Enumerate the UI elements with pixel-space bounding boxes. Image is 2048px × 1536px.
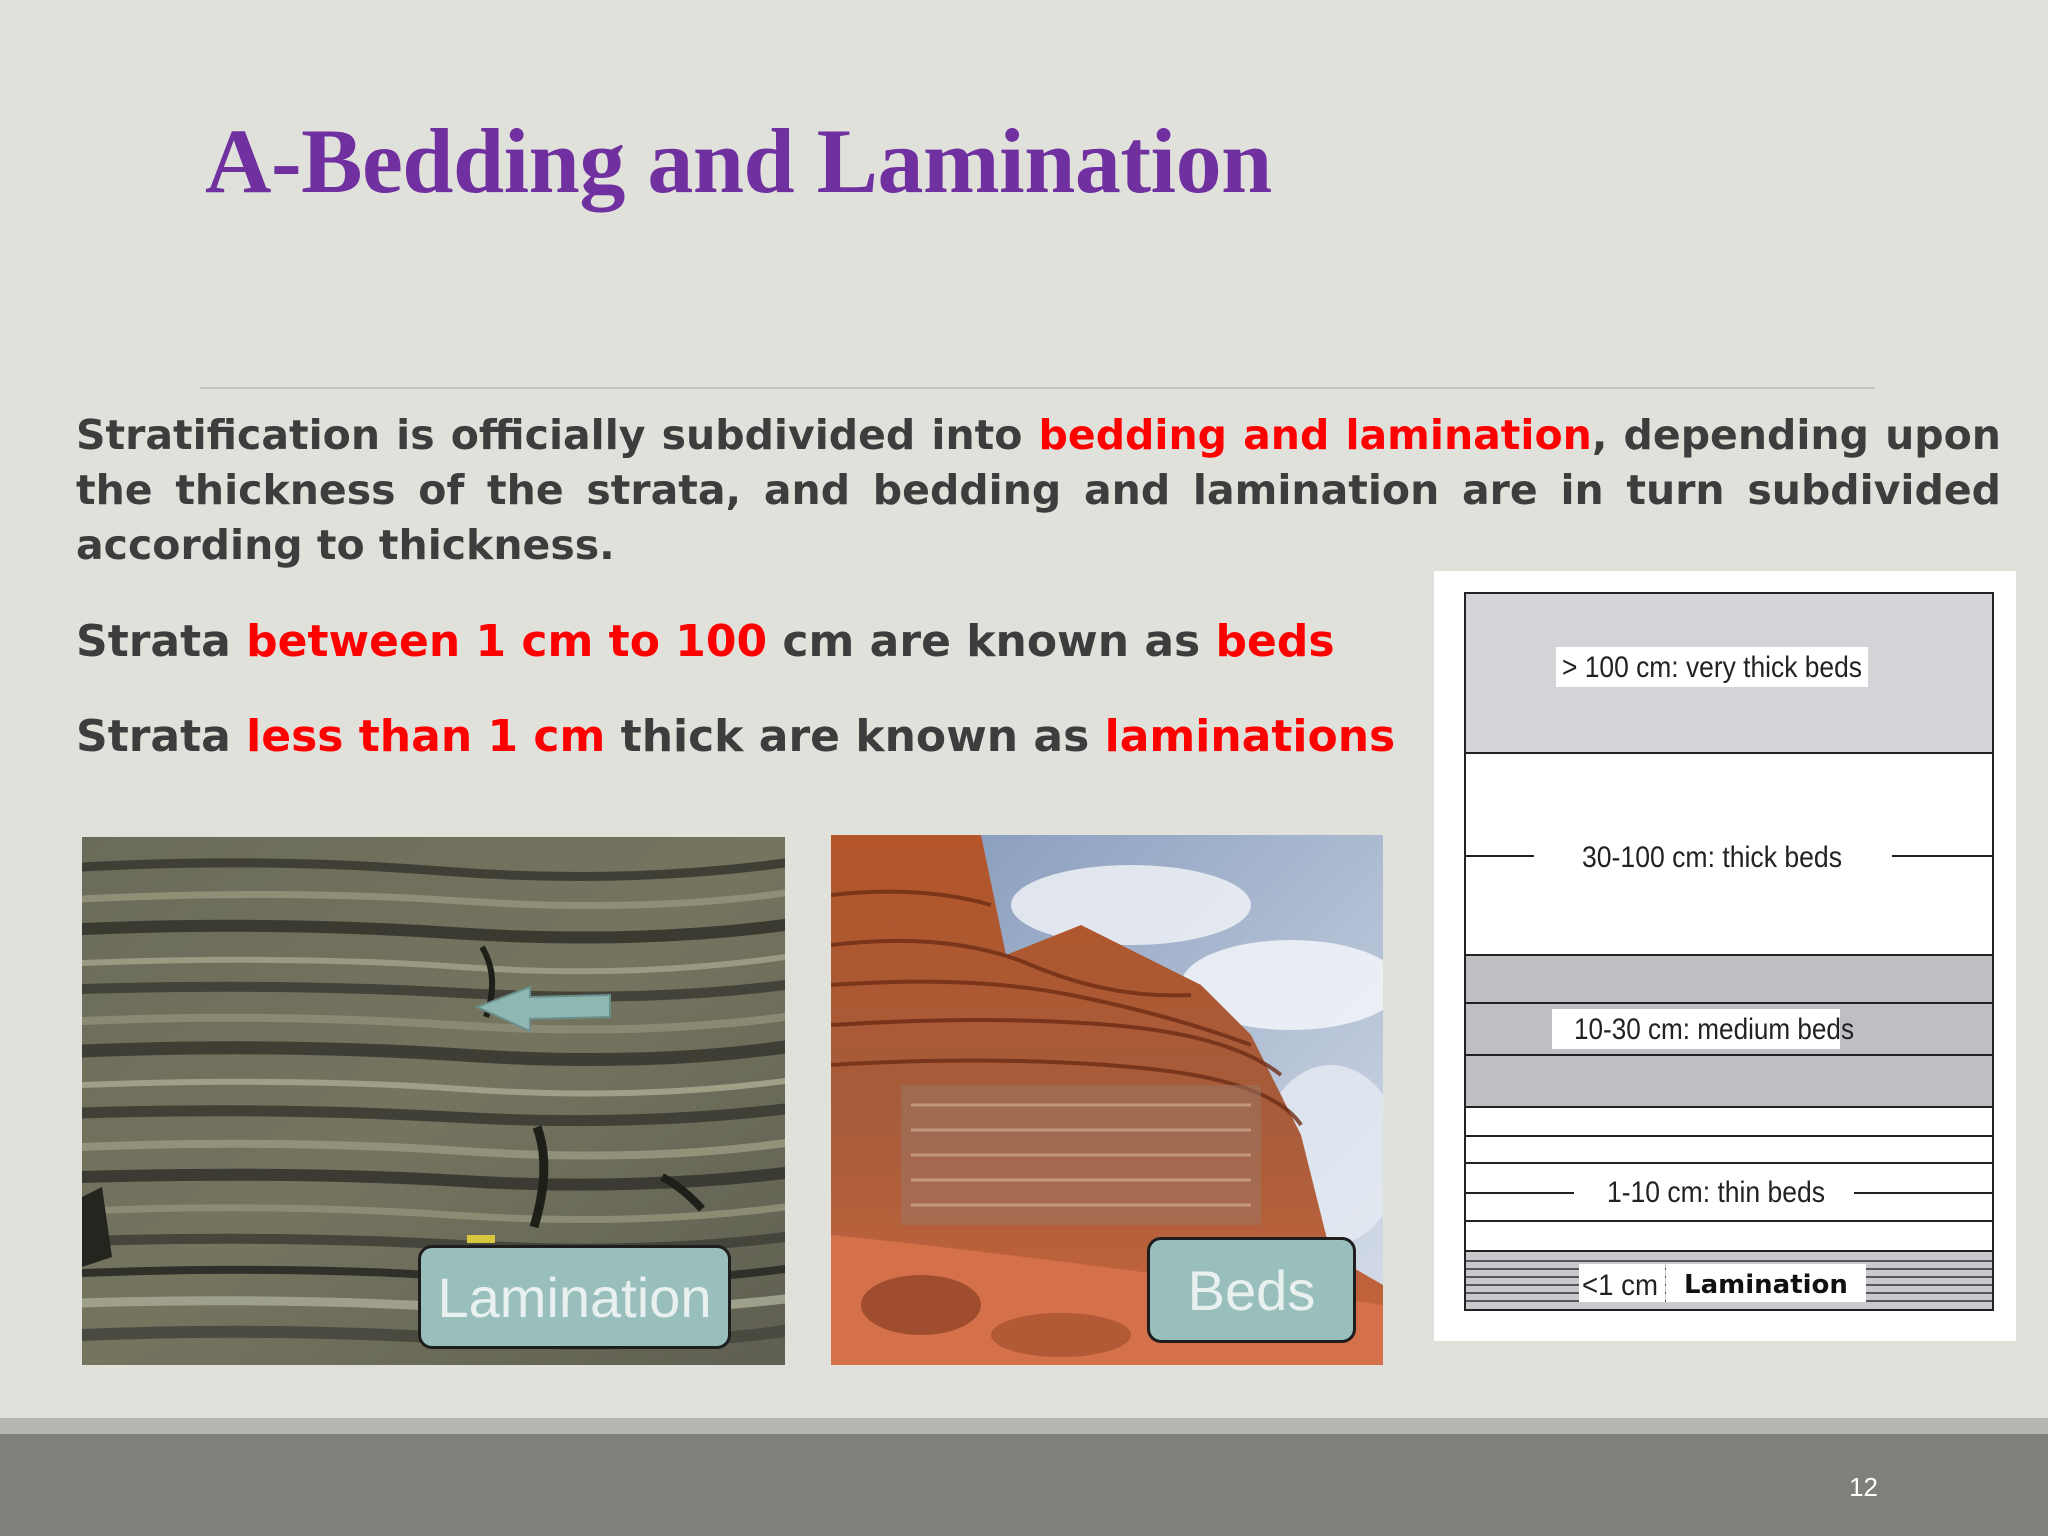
scale-very-thick: > 100 cm: very thick beds — [1562, 651, 1862, 684]
scale-lamination-size: <1 cm — [1582, 1269, 1658, 1302]
intro-text-2: , depending upon the thickness of the strata, and bedding and lamination are in turn subdivided according to thickness. — [76, 411, 2001, 569]
thickness-scale-panel — [1434, 571, 2016, 1341]
intro-paragraph — [76, 408, 2001, 573]
scale-thin: 1-10 cm: thin beds — [1607, 1176, 1825, 1209]
laminations-definition — [76, 711, 1395, 762]
title-divider — [200, 387, 1875, 389]
beds-term: beds — [1215, 616, 1335, 667]
slide-title: A-Bedding and Lamination — [205, 110, 1272, 212]
footer-bar — [0, 1434, 2048, 1536]
scale-lamination-label: Lamination — [1684, 1270, 1848, 1300]
laminations-term: laminations — [1104, 711, 1396, 762]
scale-medium: 10-30 cm: medium beds — [1574, 1013, 1854, 1046]
laminations-range: less than 1 cm — [246, 711, 606, 762]
bottom-stripe — [0, 1418, 2048, 1434]
beds-range: between 1 cm to 100 — [246, 616, 768, 667]
scale-thick: 30-100 cm: thick beds — [1582, 841, 1842, 874]
beds-photo-label: Beds — [1147, 1237, 1356, 1343]
laminations-text-2: thick are known as — [605, 711, 1105, 762]
intro-text-1: Stratification is officially subdivided into — [76, 411, 1039, 459]
beds-definition — [76, 616, 1335, 667]
lamination-photo-label: Lamination — [418, 1245, 731, 1349]
beds-text-2: cm are known as — [767, 616, 1216, 667]
page-number: 12 — [1849, 1472, 1878, 1502]
laminations-text-1: Strata — [76, 711, 247, 762]
beds-text-1: Strata — [76, 616, 247, 667]
intro-highlight: bedding and lamination — [1038, 411, 1592, 459]
